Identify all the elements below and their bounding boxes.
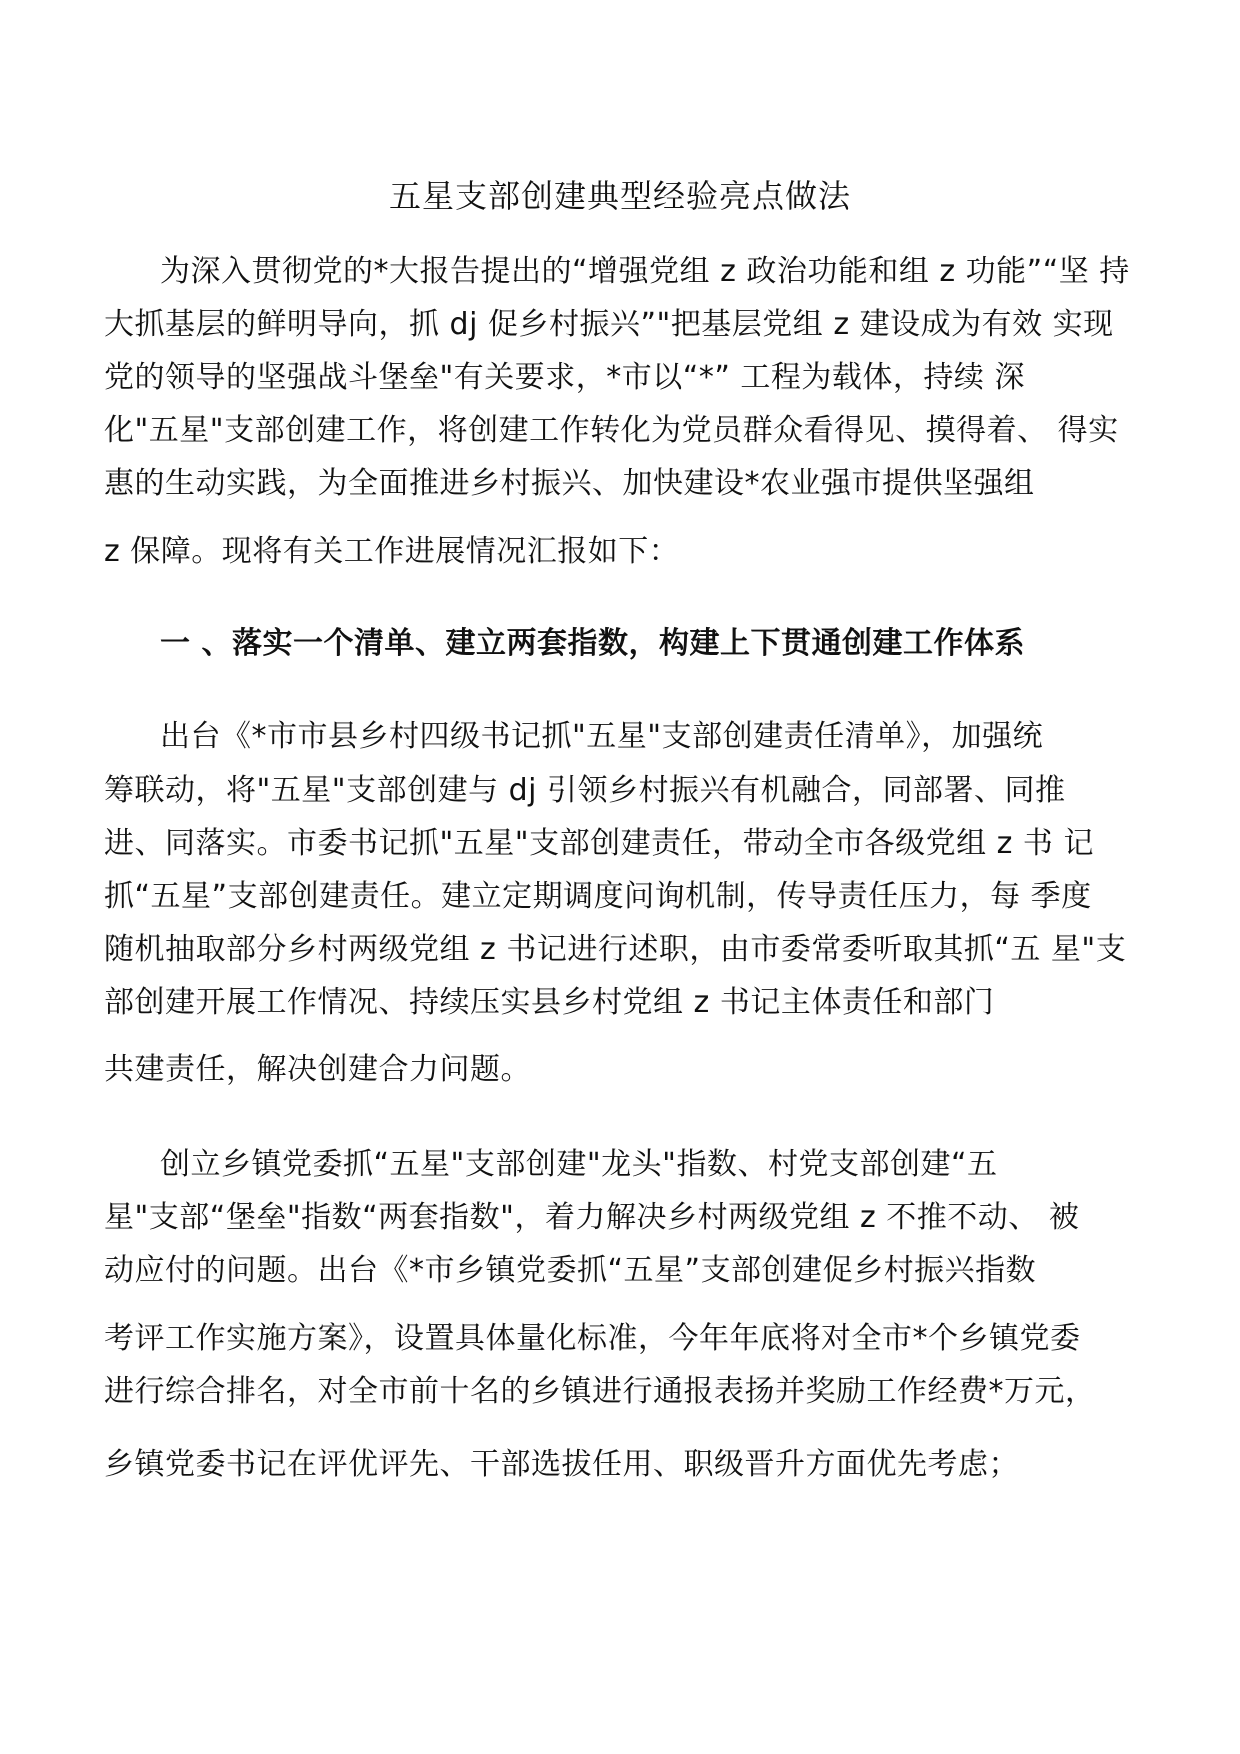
paragraph-2-line-2: 筹联动，将"五星"支部创建与 dj 引领乡村振兴有机融合，同部署、同推: [104, 773, 1066, 808]
paragraph-1-line-5: 惠的生动实践，为全面推进乡村振兴、加快建设*农业强市提供坚强组: [104, 466, 1035, 501]
paragraph-3-line-5: 进行综合排名，对全市前十名的乡镇进行通报表扬并奖励工作经费*万元，: [104, 1374, 1096, 1409]
paragraph-2-line-5: 随机抽取部分乡村两级党组 z 书记进行述职，由市委常委听取其抓“五 星"支: [104, 932, 1127, 967]
section-heading: 一 、落实一个清单、建立两套指数，构建上下贯通创建工作体系: [160, 626, 1025, 661]
paragraph-1-line-6: z 保障。现将有关工作进展情况汇报如下：: [104, 534, 680, 569]
paragraph-2-line-7: 共建责任，解决创建合力问题。: [104, 1052, 531, 1087]
paragraph-1-line-2: 大抓基层的鲜明导向，抓 dj 促乡村振兴”"把基层党组 z 建设成为有效 实现: [104, 307, 1114, 342]
paragraph-1-line-3: 党的领导的坚强战斗堡垒"有关要求，*市以“*” 工程为载体，持续 深: [104, 360, 1025, 395]
paragraph-3-line-4: 考评工作实施方案》，设置具体量化标准，今年年底将对全市*个乡镇党委: [104, 1321, 1081, 1356]
paragraph-2-line-3: 进、同落实。市委书记抓"五星"支部创建责任，带动全市各级党组 z 书 记: [104, 826, 1094, 861]
paragraph-2-line-4: 抓“五星”支部创建责任。建立定期调度问询机制，传导责任压力，每 季度: [104, 879, 1092, 914]
paragraph-2-line-6: 部创建开展工作情况、持续压实县乡村党组 z 书记主体责任和部门: [104, 985, 995, 1020]
paragraph-2-line-1: 出台《*市市县乡村四级书记抓"五星"支部创建责任清单》，加强统: [160, 719, 1044, 754]
document-title: 五星支部创建典型经验亮点做法: [388, 177, 851, 215]
paragraph-3-line-2: 星"支部“堡垒"指数“两套指数"，着力解决乡村两级党组 z 不推不动、 被: [104, 1200, 1080, 1235]
paragraph-3-line-1: 创立乡镇党委抓“五星"支部创建"龙头"指数、村党支部创建“五: [160, 1147, 998, 1182]
paragraph-3-line-6: 乡镇党委书记在评优评先、干部选拔任用、职级晋升方面优先考虑；: [104, 1447, 1019, 1482]
paragraph-1-line-1: 为深入贯彻党的*大报告提出的“增强党组 z 政治功能和组 z 功能”“坚 持: [160, 254, 1130, 289]
paragraph-3-line-3: 动应付的问题。出台《*市乡镇党委抓“五星”支部创建促乡村振兴指数: [104, 1253, 1037, 1288]
paragraph-1-line-4: 化"五星"支部创建工作，将创建工作转化为党员群众看得见、摸得着、 得实: [104, 413, 1119, 448]
